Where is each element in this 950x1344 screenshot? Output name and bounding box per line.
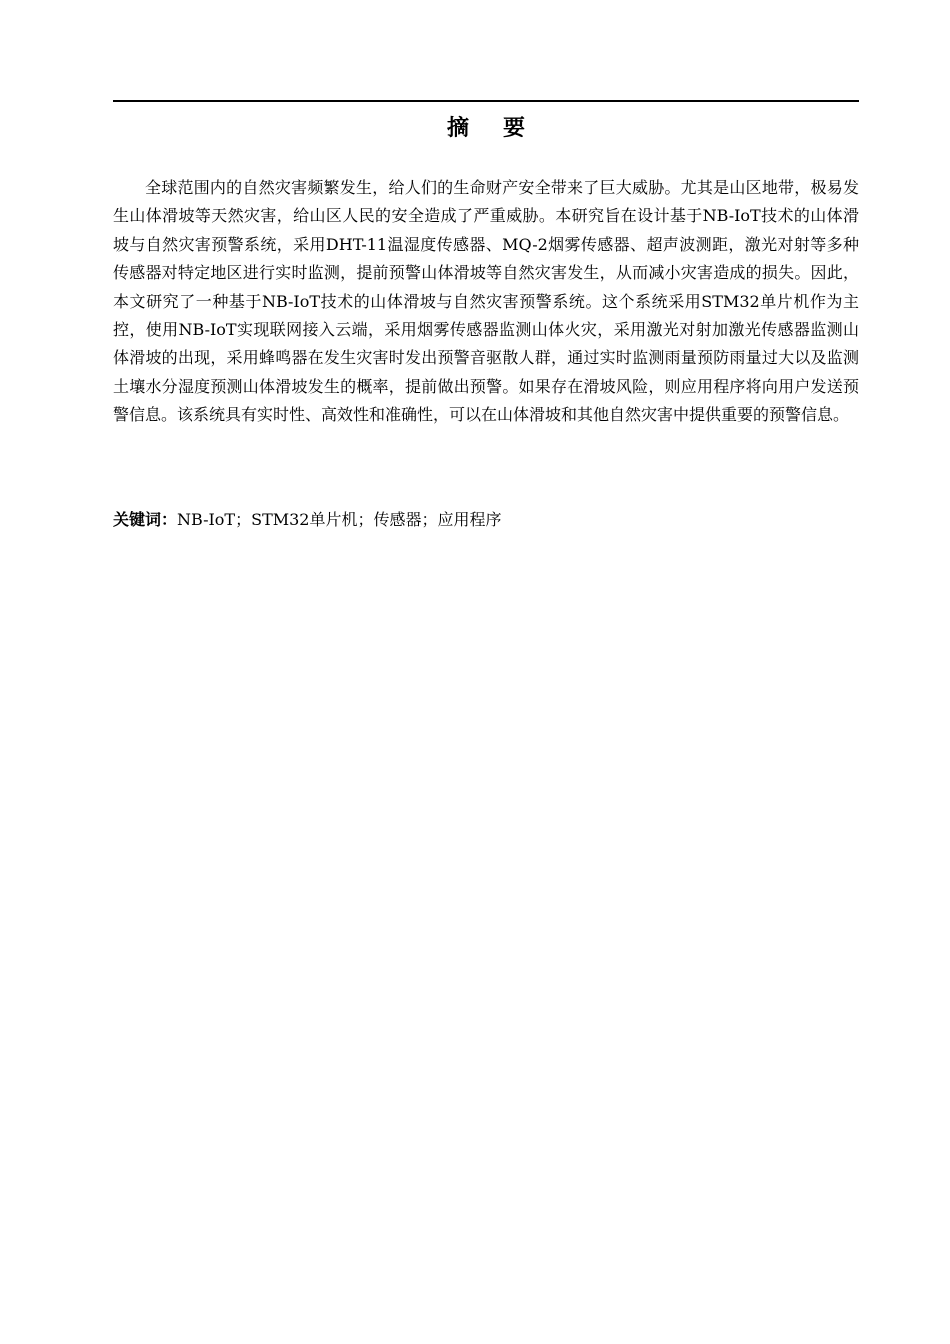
keywords-text: NB-IoT；STM32单片机；传感器；应用程序 — [177, 510, 502, 529]
page-title: 摘要 — [446, 116, 559, 141]
abstract-paragraph: 全球范围内的自然灾害频繁发生，给人们的生命财产安全带来了巨大威胁。尤其是山区地带，极易发生山体滑坡等天然灾害，给山区人民的安全造成了严重威胁。本研究旨在设计基于NB-IoT技术的山体滑坡与自然灾害预警系统，采用DHT-11温湿度传感器、MQ-2烟雾传感器、超声波测距，激光对射等多种传感器对特定地区进行实时监测，提前预警山体滑坡等自然灾害发生，从而减小灾害造成的损失。因此，本文研究了一种基于NB-IoT技术的山体滑坡与自然灾害预警系统。这个系统采用STM32单片机作为主控，使用NB-IoT实现联网接入云端，采用烟雾传感器监测山体火灾，采用激光对射加激光传感器监测山体滑坡的出现，采用蜂鸣器在发生灾害时发出预警音驱散人群，通过实时监测雨量预防雨量过大以及监测土壤水分湿度预测山体滑坡发生的概率，提前做出预警。如果存在滑坡风险，则应用程序将向用户发送预警信息。该系统具有实时性、高效性和准确性，可以在山体滑坡和其他自然灾害中提供重要的预警信息。 — [113, 178, 859, 425]
keywords-label: 关键词： — [113, 510, 178, 529]
keywords-line — [113, 506, 859, 534]
header-rule — [113, 100, 859, 102]
